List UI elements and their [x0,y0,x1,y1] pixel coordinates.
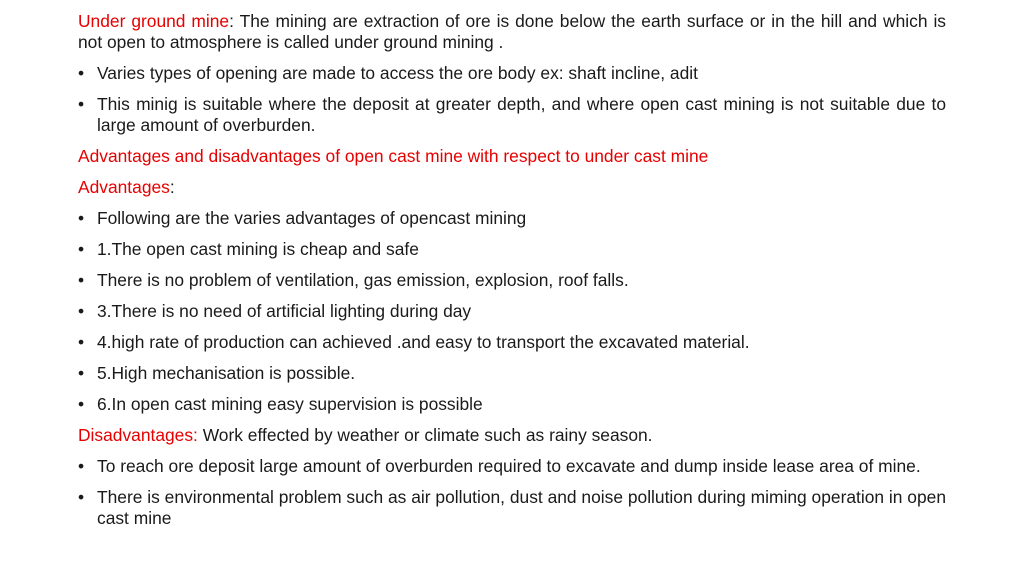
bullet-icon: • [78,394,85,414]
bullet-icon: • [78,363,85,383]
disadvantages-heading: Disadvantages: [78,425,198,445]
bullet-icon: • [78,487,85,507]
advantages-heading: Advantages [78,177,170,197]
bullet-icon: • [78,63,85,83]
bullet-icon: • [78,270,85,290]
bullet-icon: • [78,208,85,228]
list-item: • 5.High mechanisation is possible. [78,363,356,383]
comparison-heading: Advantages and disadvantages of open cast mine with respect to under cast mine [78,146,709,166]
list-item: • Varies types of opening are made to access the ore body ex: shaft incline, adit [78,63,698,83]
advantages-heading-line [78,177,946,198]
disadvantages-line [78,425,946,446]
bullet-icon: • [78,239,85,259]
bullet-icon: • [78,94,85,114]
list-item: • 3.There is no need of artificial lighting during day [78,301,472,321]
advantages-colon: : [169,177,175,197]
bullet-icon: • [78,456,85,476]
underground-mine-definition [78,11,946,53]
list-item: • 1.The open cast mining is cheap and safe [78,239,419,259]
underground-mine-heading: Under ground mine [78,11,230,31]
list-item: • To reach ore deposit large amount of overburden required to excavate and dump inside lease area of mine. [78,456,921,476]
list-item: • Following are the varies advantages of opencast mining [78,208,527,228]
list-item: • 4.high rate of production can achieved .and easy to transport the excavated material. [78,332,750,352]
list-item: • 6.In open cast mining easy supervision is possible [78,394,483,414]
list-item: • There is no problem of ventilation, gas emission, explosion, roof falls. [78,270,629,290]
list-item: • There is environmental problem such as air pollution, dust and noise pollution during miming operation in open cast mine [78,487,946,528]
disadvantages-text: Work effected by weather or climate such as rainy season. [197,425,653,445]
bullet-icon: • [78,301,85,321]
list-item: • This minig is suitable where the deposit at greater depth, and where open cast mining is not suitable due to large amount of overburden. [78,94,946,135]
underground-mine-text: : The mining are extraction of ore is done below the earth surface or in the hill and which is not open to atmosphere is called under ground mining . [78,11,946,52]
bullet-icon: • [78,332,85,352]
